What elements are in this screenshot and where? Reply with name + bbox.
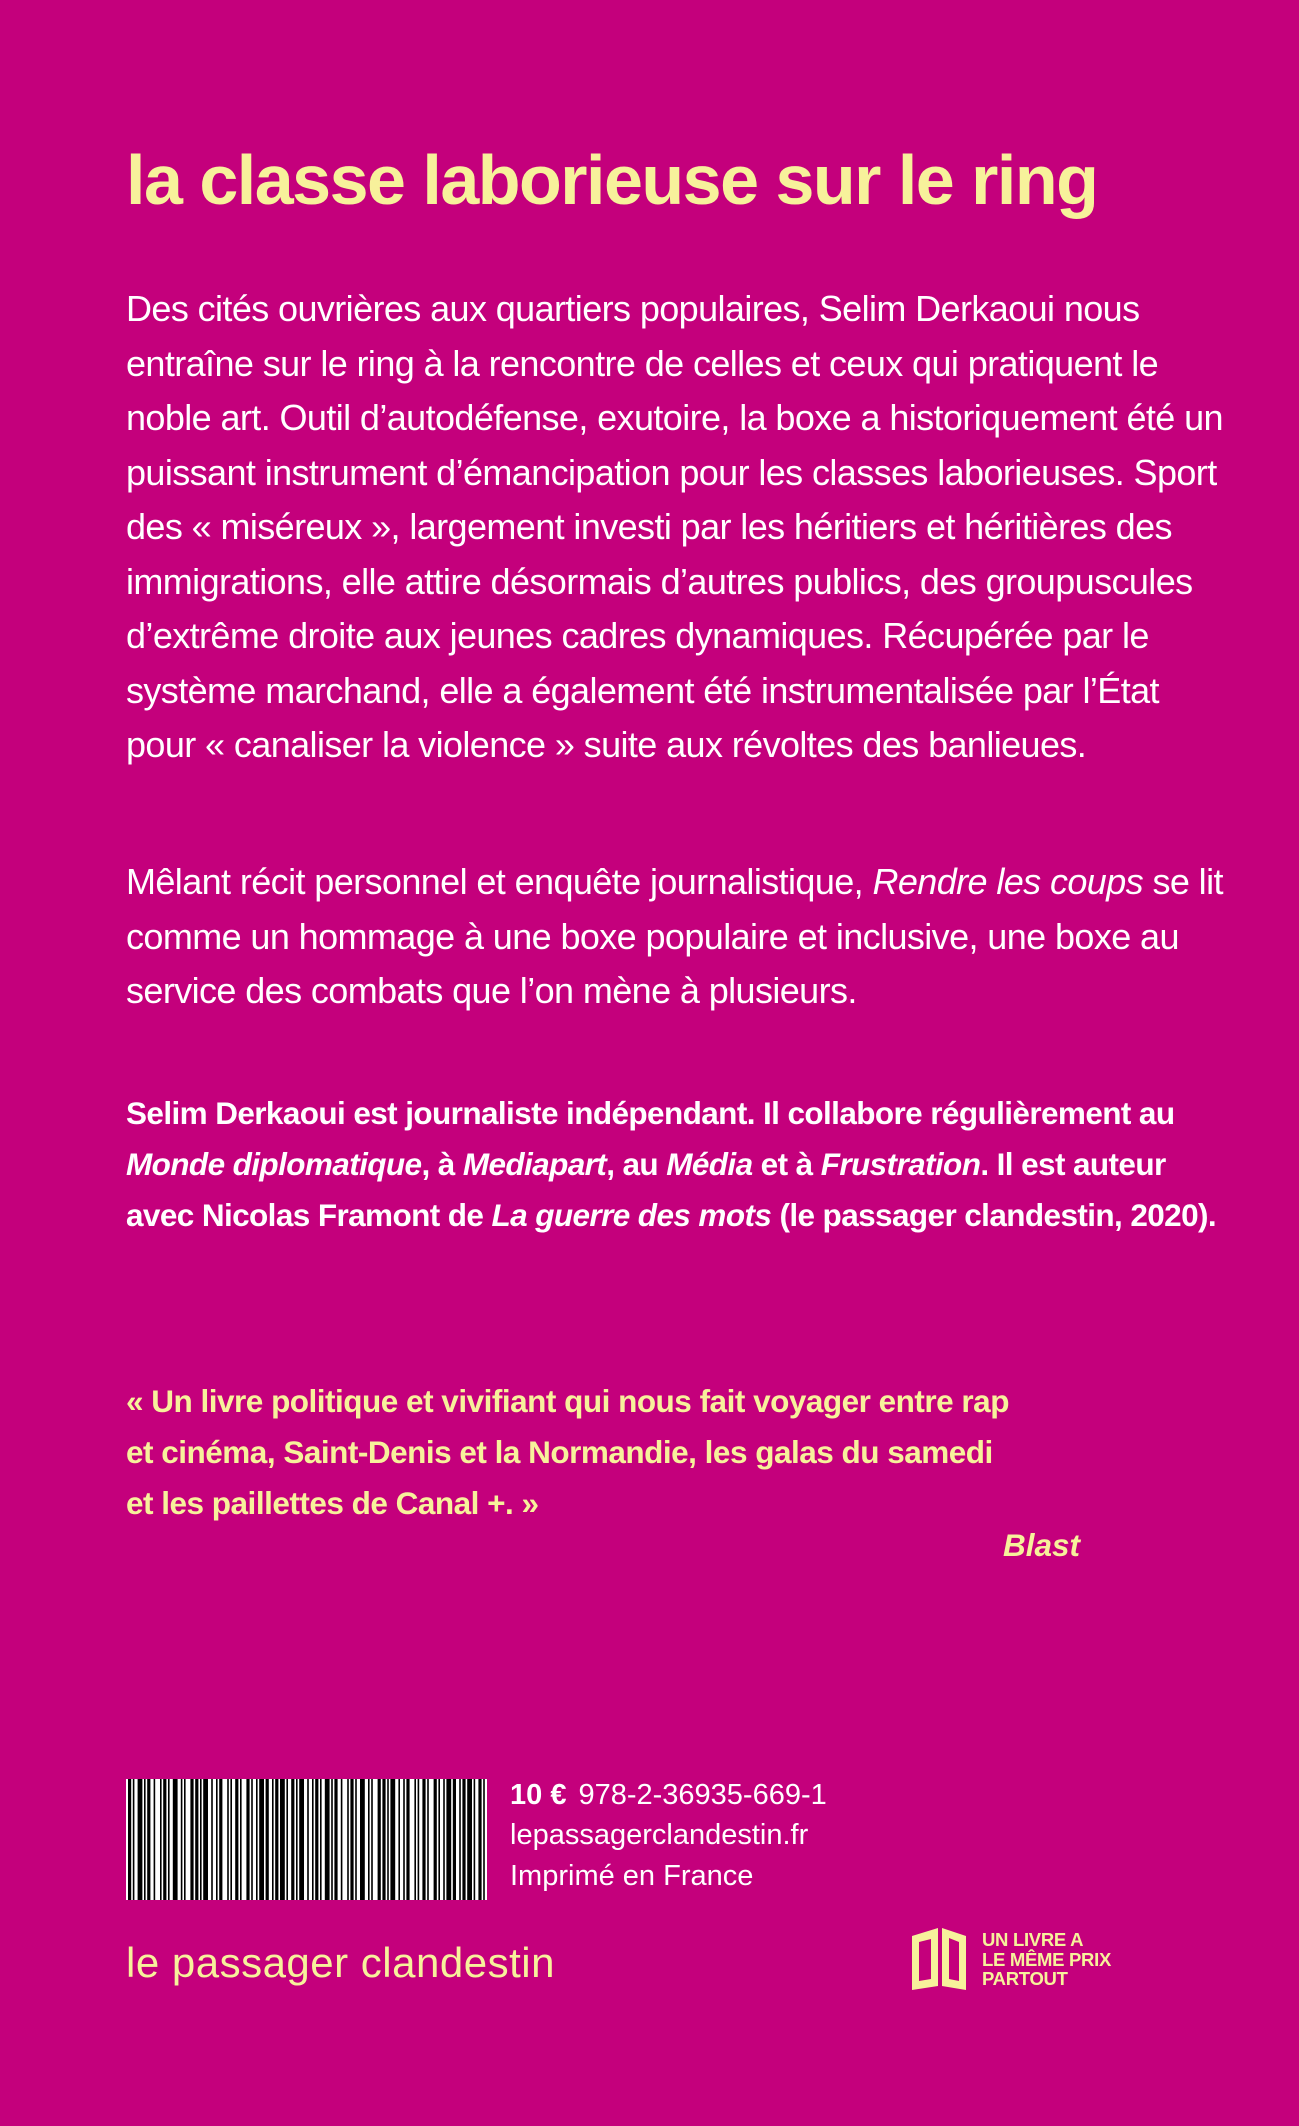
same-price-badge — [908, 1926, 1148, 1992]
cover-title: la classe laborieuse sur le ring — [126, 141, 1098, 219]
price-isbn-line — [510, 1775, 827, 1815]
bio-book-title: La guerre des mots — [491, 1197, 772, 1233]
author-bio — [126, 1088, 1226, 1241]
bio-text: Selim Derkaoui est journaliste indépendant. Il collabore régulièrement au — [126, 1095, 1175, 1131]
summary-paragraph: Des cités ouvrières aux quartiers populaires, Selim Derkaoui nous entraîne sur le ring à la rencontre de celles et ceux qui pratiquent le noble art. Outil d’autodéfense, exutoire, la boxe a historiquement été un puissant instrument d’émancipation pour les classes laborieuses. Sport des « miséreux », largement investi par les héritiers et héritières des immigrations, elle attire désormais d’autres publics, des groupuscules d’extrême droite aux jeunes cadres dynamiques. Récupérée par le système marchand, elle a également été instrumentalisée par l’État pour « canaliser la violence » suite aux révoltes des banlieues. — [126, 288, 1223, 765]
bio-text: , au — [606, 1146, 667, 1182]
quote-line: « Un livre politique et vivifiant qui nous fait voyager entre rap — [126, 1383, 1009, 1419]
badge-line: PARTOUT — [982, 1968, 1068, 1989]
para2-text: se lit comme un hommage à une boxe populaire et inclusive, une boxe au service des combats que l’on mène à plusieurs. — [126, 861, 1223, 1011]
book-logo-icon — [908, 1926, 970, 1992]
quote-line: et cinéma, Saint-Denis et la Normandie, les galas du samedi — [126, 1434, 993, 1470]
press-quote — [126, 1376, 1226, 1529]
para2-text: Mêlant récit personnel et enquête journalistique, — [126, 861, 873, 902]
publisher-website: lepassagerclandestin.fr — [510, 1819, 809, 1851]
printed-in: Imprimé en France — [510, 1860, 754, 1892]
bio-publication: Monde diplomatique — [126, 1146, 422, 1182]
bio-publication: Frustration — [820, 1146, 981, 1182]
barcode-icon — [126, 1779, 487, 1900]
publisher-name: le passager clandestin — [126, 1939, 555, 1986]
badge-line: UN LIVRE A — [982, 1929, 1084, 1950]
quote-source: Blast — [1002, 1527, 1080, 1563]
bio-publication: Mediapart — [462, 1146, 607, 1182]
isbn: 978-2-36935-669-1 — [578, 1779, 827, 1811]
bio-text: (le passager clandestin, 2020). — [771, 1197, 1217, 1233]
price: 10 € — [510, 1779, 567, 1811]
quote-line: et les paillettes de Canal +. » — [126, 1485, 539, 1521]
book-title: Rendre les coups — [872, 861, 1144, 902]
bio-text: . Il est auteur avec Nicolas Framont de — [126, 1146, 1166, 1233]
summary-paragraph-2 — [126, 855, 1226, 1019]
bio-publication: Média — [666, 1146, 753, 1182]
bio-text: et à — [752, 1146, 821, 1182]
badge-line: LE MÊME PRIX — [982, 1948, 1111, 1970]
badge-text — [982, 1930, 1111, 1989]
bio-text: , à — [421, 1146, 463, 1182]
barcode — [126, 1779, 487, 1900]
